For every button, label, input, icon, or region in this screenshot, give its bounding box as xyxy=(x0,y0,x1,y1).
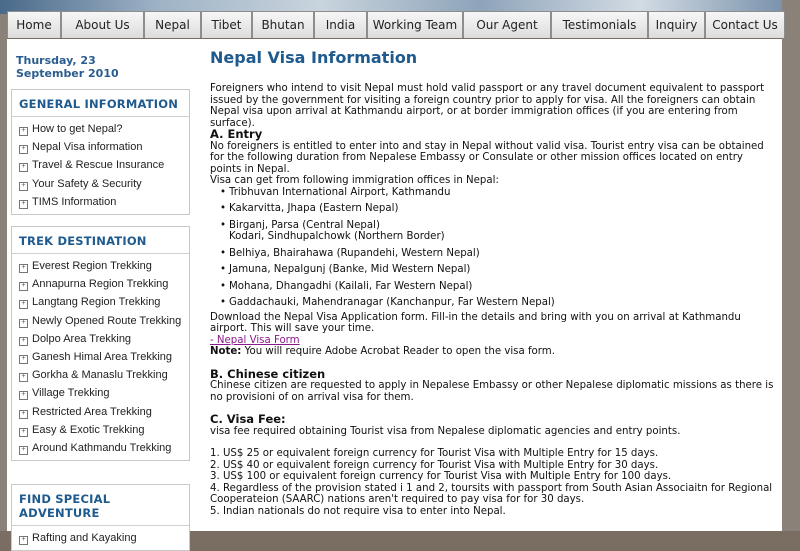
plus-box-icon: + xyxy=(19,282,28,291)
plus-box-icon: + xyxy=(19,319,28,328)
page-content xyxy=(7,39,782,544)
sidebar-item[interactable]: + Village Trekking xyxy=(12,384,189,402)
plus-box-icon: + xyxy=(19,300,28,309)
list-item: • Birganj, Parsa (Central Nepal) Kodari, Sindhupalchowk (Northern Border) xyxy=(220,220,774,243)
special-adventure-box xyxy=(11,484,190,551)
main-nav xyxy=(7,11,785,39)
nav-our-agent[interactable]: Our Agent xyxy=(463,11,551,38)
sidebar-item[interactable]: + Travel & Rescue Insurance xyxy=(12,156,189,174)
list-item: • Tribhuvan International Airport, Kathmandu xyxy=(220,187,774,199)
nav-about-us[interactable]: About Us xyxy=(61,11,144,38)
nav-nepal[interactable]: Nepal xyxy=(144,11,201,38)
current-date: Thursday, 23 September 2010 xyxy=(16,54,119,80)
immigration-offices-list xyxy=(210,187,774,309)
fee-text: visa fee required obtaining Tourist visa from Nepalese diplomatic agencies and entry points. xyxy=(210,425,681,437)
plus-box-icon: + xyxy=(19,182,28,191)
right-border xyxy=(782,0,800,531)
plus-box-icon: + xyxy=(19,446,28,455)
plus-box-icon: + xyxy=(19,428,28,437)
sidebar-item[interactable]: + Everest Region Trekking xyxy=(12,257,189,275)
sidebar-item[interactable]: + How to get Nepal? xyxy=(12,120,189,138)
chinese-text: Chinese citizen are requested to apply in Nepalese Embassy or other Nepalese diplomatic missions as there is no provisioni of on arrival visa for them. xyxy=(210,380,774,403)
page-title: Nepal Visa Information xyxy=(210,48,418,67)
sidebar-item[interactable]: + Ganesh Himal Area Trekking xyxy=(12,348,189,366)
plus-box-icon: + xyxy=(19,337,28,346)
sidebar-item[interactable]: + Annapurna Region Trekking xyxy=(12,275,189,293)
visa-from-text: Visa can get from following immigration offices in Nepal: xyxy=(210,175,499,186)
entry-heading: A. Entry xyxy=(210,127,263,141)
note-text: Note: You will require Adobe Acrobat Reader to open the visa form. xyxy=(210,346,555,357)
sidebar-item[interactable]: + Gorkha & Manaslu Trekking xyxy=(12,366,189,384)
fee-item: 5. Indian nationals do not require visa to enter into Nepal. xyxy=(210,505,506,517)
plus-box-icon: + xyxy=(19,264,28,273)
sidebar-item[interactable]: + Easy & Exotic Trekking xyxy=(12,421,189,439)
sidebar-item[interactable]: + Restricted Area Trekking xyxy=(12,403,189,421)
left-border xyxy=(0,14,7,531)
visa-form-link[interactable]: - Nepal Visa Form xyxy=(210,334,300,346)
fee-item: 4. Regardless of the provision stated i 1 and 2, toursits with passport from South Asian Associaitn for Regional Cooperateion (SAARC) nations aren't required to pay visa for for 30 days. xyxy=(210,482,773,505)
nav-india[interactable]: India xyxy=(314,11,367,38)
list-item: • Jamuna, Nepalgunj (Banke, Mid Western Nepal) xyxy=(220,264,774,276)
plus-box-icon: + xyxy=(19,200,28,209)
trek-destination-box xyxy=(11,226,190,461)
plus-box-icon: + xyxy=(19,410,28,419)
list-item: • Gaddachauki, Mahendranagar (Kanchanpur, Far Western Nepal) xyxy=(220,297,774,309)
sidebar-item[interactable]: + Newly Opened Route Trekking xyxy=(12,312,189,330)
plus-box-icon: + xyxy=(19,391,28,400)
plus-box-icon: + xyxy=(19,163,28,172)
list-item: • Mohana, Dhangadhi (Kailali, Far Western Nepal) xyxy=(220,281,774,293)
plus-box-icon: + xyxy=(19,127,28,136)
nav-contact-us[interactable]: Contact Us xyxy=(705,11,785,38)
plus-box-icon: + xyxy=(19,373,28,382)
sidebar-item[interactable]: + Your Safety & Security xyxy=(12,175,189,193)
general-info-box xyxy=(11,89,190,215)
plus-box-icon: + xyxy=(19,536,28,545)
special-adventure-title: FIND SPECIAL ADVENTURE xyxy=(12,485,189,526)
sidebar-item[interactable]: + Around Kathmandu Trekking xyxy=(12,439,189,457)
plus-box-icon: + xyxy=(19,355,28,364)
sidebar-item[interactable]: + Nepal Visa information xyxy=(12,138,189,156)
nav-testimonials[interactable]: Testimonials xyxy=(551,11,648,38)
sidebar-item[interactable]: + Rafting and Kayaking xyxy=(12,529,189,547)
list-item: • Kakarvitta, Jhapa (Eastern Nepal) xyxy=(220,203,774,215)
nav-working-team[interactable]: Working Team xyxy=(367,11,463,38)
fee-item: 1. US$ 25 or equivalent foreign currency for Tourist Visa with Multiple Entry for 15 days. xyxy=(210,448,659,459)
plus-box-icon: + xyxy=(19,145,28,154)
download-text: Download the Nepal Visa Application form. Fill-in the details and bring with you on arrival at Kathmandu airport. This will save your time. xyxy=(210,311,741,334)
nav-tibet[interactable]: Tibet xyxy=(201,11,252,38)
fee-item: 3. US$ 100 or equivalent foreign currency for Tourist Visa with Multiple Entry for 100 days. xyxy=(210,471,672,482)
general-info-title: GENERAL INFORMATION xyxy=(12,90,189,117)
intro-text: Foreigners who intend to visit Nepal must hold valid passport or any travel document equivalent to passport issued by the government for visiting a foreign country prior to apply for visa. All the foreigners can obtain Nepal visa upon arrival at Kathmandu airport, or at border immigration offices (if you are entering from surface). xyxy=(210,83,765,129)
nav-inquiry[interactable]: Inquiry xyxy=(648,11,705,38)
nav-bhutan[interactable]: Bhutan xyxy=(252,11,314,38)
trek-destination-title: TREK DESTINATION xyxy=(12,227,189,254)
chinese-heading: B. Chinese citizen xyxy=(210,366,326,381)
nav-home[interactable]: Home xyxy=(7,11,61,38)
sidebar-item[interactable]: + Langtang Region Trekking xyxy=(12,293,189,311)
sidebar-item[interactable]: + Dolpo Area Trekking xyxy=(12,330,189,348)
entry-text: No foreigners is entitled to enter into and stay in Nepal without valid visa. Tourist entry visa can be obtained for the following duration from Nepalese Embassy or Consulate or other mission offices located on entry points in Nepal. xyxy=(210,140,764,175)
fee-item: 2. US$ 40 or equivalent foreign currency for Tourist Visa with Multiple Entry for 30 days. xyxy=(210,459,659,471)
list-item: • Belhiya, Bhairahawa (Rupandehi, Western Nepal) xyxy=(220,248,774,260)
fee-heading: C. Visa Fee: xyxy=(210,412,286,426)
sidebar-item[interactable]: + TIMS Information xyxy=(12,193,189,211)
